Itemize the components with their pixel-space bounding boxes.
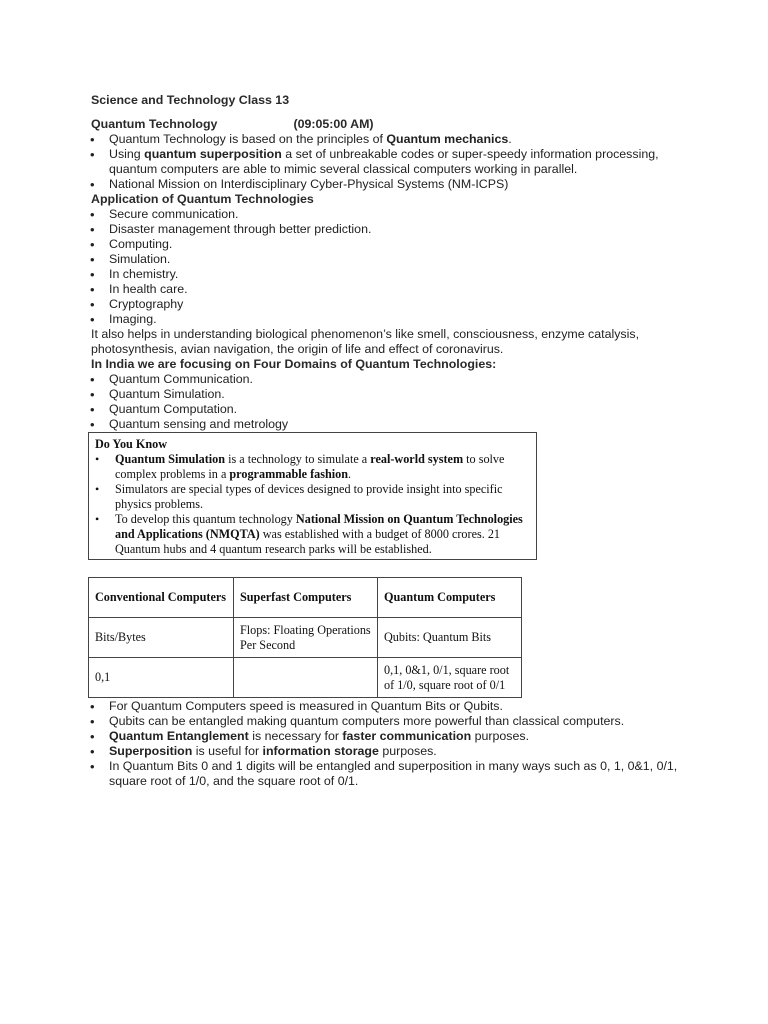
- table-cell: [234, 658, 378, 698]
- table-row: [89, 658, 522, 698]
- list-item: • Imaging.: [90, 312, 690, 327]
- list-item: • Quantum sensing and metrology: [90, 417, 690, 432]
- list-item: • Quantum Computation.: [90, 402, 690, 417]
- applications-paragraph: It also helps in understanding biological phenomenon’s like smell, consciousness, enzyme catalysis, photosynthesis, avian navigation, the origin of life and effect of coronavirus.: [91, 327, 640, 356]
- table-header-cell: Superfast Computers: [234, 578, 378, 618]
- list-item: • Simulators are special types of devices designed to provide insight into specific physics problems.: [95, 482, 530, 512]
- list-item: • Quantum Communication.: [90, 372, 690, 387]
- quantum-technology-heading: [91, 117, 374, 132]
- table-cell: Flops: Floating Operations Per Second: [234, 618, 378, 658]
- list-item: • To develop this quantum technology National Mission on Quantum Technologies and Applications (NMQTA) was established with a budget of 8000 crores. 21 Quantum hubs and 4 quantum research parks will be established.: [95, 512, 530, 557]
- table-cell: Qubits: Quantum Bits: [378, 618, 522, 658]
- do-you-know-title: Do You Know: [95, 437, 168, 451]
- list-item: • Simulation.: [90, 252, 690, 267]
- list-item: • National Mission on Interdisciplinary Cyber-Physical Systems (NM-ICPS): [90, 177, 690, 192]
- list-item: • Using quantum superposition a set of unbreakable codes or super-speedy information processing, quantum computers are able to mimic several classical computers working in parallel.: [90, 147, 690, 177]
- list-item: • Superposition is useful for information storage purposes.: [90, 744, 690, 759]
- table-cell: 0,1, 0&1, 0/1, square root of 1/0, square root of 0/1: [378, 658, 522, 698]
- list-item: • In Quantum Bits 0 and 1 digits will be entangled and superposition in many ways such as 0, 1, 0&1, 0/1, square root of 1/0, and the square root of 0/1.: [90, 759, 690, 789]
- applications-list: [90, 207, 690, 327]
- applications-heading: Application of Quantum Technologies: [91, 192, 314, 206]
- quantum-technology-list: [90, 132, 690, 192]
- table-header-cell: Conventional Computers: [89, 578, 234, 618]
- list-item: • Quantum Technology is based on the principles of Quantum mechanics.: [90, 132, 690, 147]
- list-item: • Qubits can be entangled making quantum computers more powerful than classical computers.: [90, 714, 690, 729]
- list-item: • Quantum Simulation is a technology to simulate a real-world system to solve complex problems in a programmable fashion.: [95, 452, 530, 482]
- section-title: Quantum Technology: [91, 117, 218, 131]
- computer-comparison-table: [88, 577, 522, 698]
- list-item: • For Quantum Computers speed is measured in Quantum Bits or Qubits.: [90, 699, 690, 714]
- list-item: • Computing.: [90, 237, 690, 252]
- list-item: • Quantum Entanglement is necessary for faster communication purposes.: [90, 729, 690, 744]
- table-header-cell: Quantum Computers: [378, 578, 522, 618]
- list-item: • Disaster management through better prediction.: [90, 222, 690, 237]
- list-item: • Cryptography: [90, 297, 690, 312]
- do-you-know-list: [95, 452, 530, 557]
- list-item: • Quantum Simulation.: [90, 387, 690, 402]
- table-cell: 0,1: [89, 658, 234, 698]
- table-row: [89, 618, 522, 658]
- table-header-row: [89, 578, 522, 618]
- list-item: • Secure communication.: [90, 207, 690, 222]
- domains-list: [90, 372, 690, 432]
- domains-heading: In India we are focusing on Four Domains of Quantum Technologies:: [91, 357, 497, 371]
- list-item: • In health care.: [90, 282, 690, 297]
- section-time: (09:05:00 AM): [293, 117, 374, 131]
- table-cell: Bits/Bytes: [89, 618, 234, 658]
- list-item: • In chemistry.: [90, 267, 690, 282]
- document-title: Science and Technology Class 13: [91, 93, 290, 107]
- do-you-know-box: [88, 432, 537, 560]
- quantum-computing-notes: [90, 699, 690, 789]
